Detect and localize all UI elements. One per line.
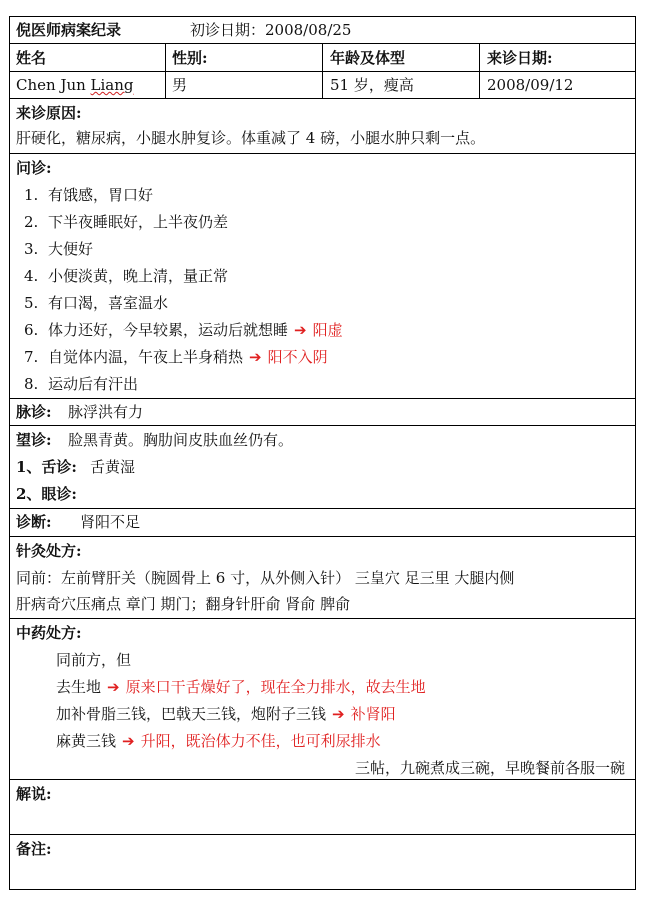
reason-text: 肝硬化，糖尿病，小腿水肿复诊。体重减了 4 磅，小腿水肿只剩一点。 xyxy=(16,129,486,147)
pulse-section xyxy=(10,399,635,426)
info-header-row xyxy=(10,44,635,72)
reason-section xyxy=(10,99,635,154)
inquiry-item-text: 大便好 xyxy=(48,240,94,258)
observe-label: 望诊: xyxy=(16,431,52,449)
inquiry-item-number: 7. xyxy=(24,348,39,366)
arrow-right-icon: ➔ xyxy=(107,678,120,696)
inquiry-item xyxy=(48,238,93,260)
reason-label: 来诊原因: xyxy=(16,104,82,122)
record-title: 倪医师病案纪录 xyxy=(16,21,122,39)
patient-age-build: 51 岁，瘦高 xyxy=(330,76,414,94)
pulse-label: 脉诊: xyxy=(16,403,52,421)
acupuncture-section xyxy=(10,537,635,619)
patient-sex: 男 xyxy=(172,76,188,94)
explain-label: 解说: xyxy=(16,785,52,803)
herbal-line-note: 补肾阳 xyxy=(350,705,396,723)
inquiry-item xyxy=(48,373,138,395)
inquiry-item xyxy=(48,184,153,206)
herbal-label: 中药处方: xyxy=(16,624,82,642)
remarks-label: 备注: xyxy=(16,840,52,858)
inquiry-item xyxy=(48,265,228,287)
tongue-label: 1、舌诊: xyxy=(16,458,77,476)
name-header: 姓名 xyxy=(16,49,47,67)
diagnosis-text: 肾阳不足 xyxy=(80,513,141,531)
observe-text: 脸黑青黄。胸肋间皮肤血丝仍有。 xyxy=(68,431,294,449)
herbal-line-note: 升阳，既治体力不佳，也可利尿排水 xyxy=(140,732,381,750)
inquiry-item-text: 运动后有汗出 xyxy=(48,375,139,393)
inquiry-item xyxy=(48,319,343,341)
observation-section xyxy=(10,426,635,509)
inquiry-item-text: 体力还好，今早较累，运动后就想睡 xyxy=(48,321,289,339)
visit-date-header: 来诊日期: xyxy=(487,49,553,67)
info-value-row xyxy=(10,72,635,99)
inquiry-item-number: 6. xyxy=(24,321,39,339)
herbal-line-text: 加补骨脂三钱，巴戟天三钱，炮附子三钱 xyxy=(56,705,327,723)
herbal-line xyxy=(56,703,396,725)
inquiry-item xyxy=(48,292,168,314)
diagnosis-label: 诊断: xyxy=(16,513,52,531)
inquiry-section xyxy=(10,154,635,399)
herbal-line xyxy=(56,676,426,698)
acupuncture-line-2: 肝病奇穴压痛点 章门 期门；翻身针肝俞 肾俞 脾俞 xyxy=(16,595,351,613)
inquiry-item xyxy=(48,346,328,368)
inquiry-label: 问诊: xyxy=(16,159,52,177)
herbal-line xyxy=(56,730,381,752)
acupuncture-line-1: 同前：左前臂肝关（腕圆骨上 6 寸，从外侧入针） 三皇穴 足三里 大腿内侧 xyxy=(16,569,515,587)
herbal-intro: 同前方，但 xyxy=(56,651,132,669)
inquiry-item-note: 阳虚 xyxy=(312,321,343,339)
inquiry-item-note: 阳不入阴 xyxy=(267,348,328,366)
inquiry-item-number: 8. xyxy=(24,375,39,393)
remarks-section xyxy=(10,835,635,891)
patient-name: Chen Jun Liang xyxy=(16,76,134,94)
header-row xyxy=(10,17,635,44)
arrow-right-icon: ➔ xyxy=(249,348,262,366)
case-record-sheet xyxy=(9,16,636,890)
herbal-line-text: 麻黄三钱 xyxy=(56,732,117,750)
herbal-line-text: 去生地 xyxy=(56,678,102,696)
acupuncture-label: 针灸处方: xyxy=(16,542,82,560)
visit-date: 2008/09/12 xyxy=(487,76,574,94)
herbal-section xyxy=(10,619,635,780)
arrow-right-icon: ➔ xyxy=(332,705,345,723)
arrow-right-icon: ➔ xyxy=(122,732,135,750)
inquiry-item-number: 2. xyxy=(24,213,39,231)
herbal-line-note: 原来口干舌燥好了，现在全力排水，故去生地 xyxy=(125,678,426,696)
inquiry-item-text: 下半夜睡眠好，上半夜仍差 xyxy=(48,213,229,231)
inquiry-item-text: 小便淡黄，晚上清，量正常 xyxy=(48,267,229,285)
inquiry-item-number: 3. xyxy=(24,240,39,258)
inquiry-item-number: 1. xyxy=(24,186,39,204)
inquiry-item-text: 自觉体内温，午夜上半身稍热 xyxy=(48,348,244,366)
explanation-section xyxy=(10,780,635,835)
pulse-text: 脉浮洪有力 xyxy=(68,403,144,421)
herbal-dosage: 三帖，九碗煮成三碗，早晚餐前各服一碗 xyxy=(354,759,625,777)
inquiry-item xyxy=(48,211,228,233)
sex-header: 性别: xyxy=(172,49,208,67)
spellcheck-underlined-word: Liang xyxy=(90,76,134,94)
first-visit-date: 初诊日期：2008/08/25 xyxy=(190,21,352,39)
inquiry-item-number: 4. xyxy=(24,267,39,285)
inquiry-item-text: 有口渴，喜室温水 xyxy=(48,294,169,312)
arrow-right-icon: ➔ xyxy=(294,321,307,339)
diagnosis-section xyxy=(10,509,635,537)
inquiry-item-text: 有饿感，胃口好 xyxy=(48,186,154,204)
inquiry-item-number: 5. xyxy=(24,294,39,312)
tongue-text: 舌黄湿 xyxy=(90,458,136,476)
age-header: 年龄及体型 xyxy=(330,49,406,67)
eye-label: 2、眼诊: xyxy=(16,485,77,503)
